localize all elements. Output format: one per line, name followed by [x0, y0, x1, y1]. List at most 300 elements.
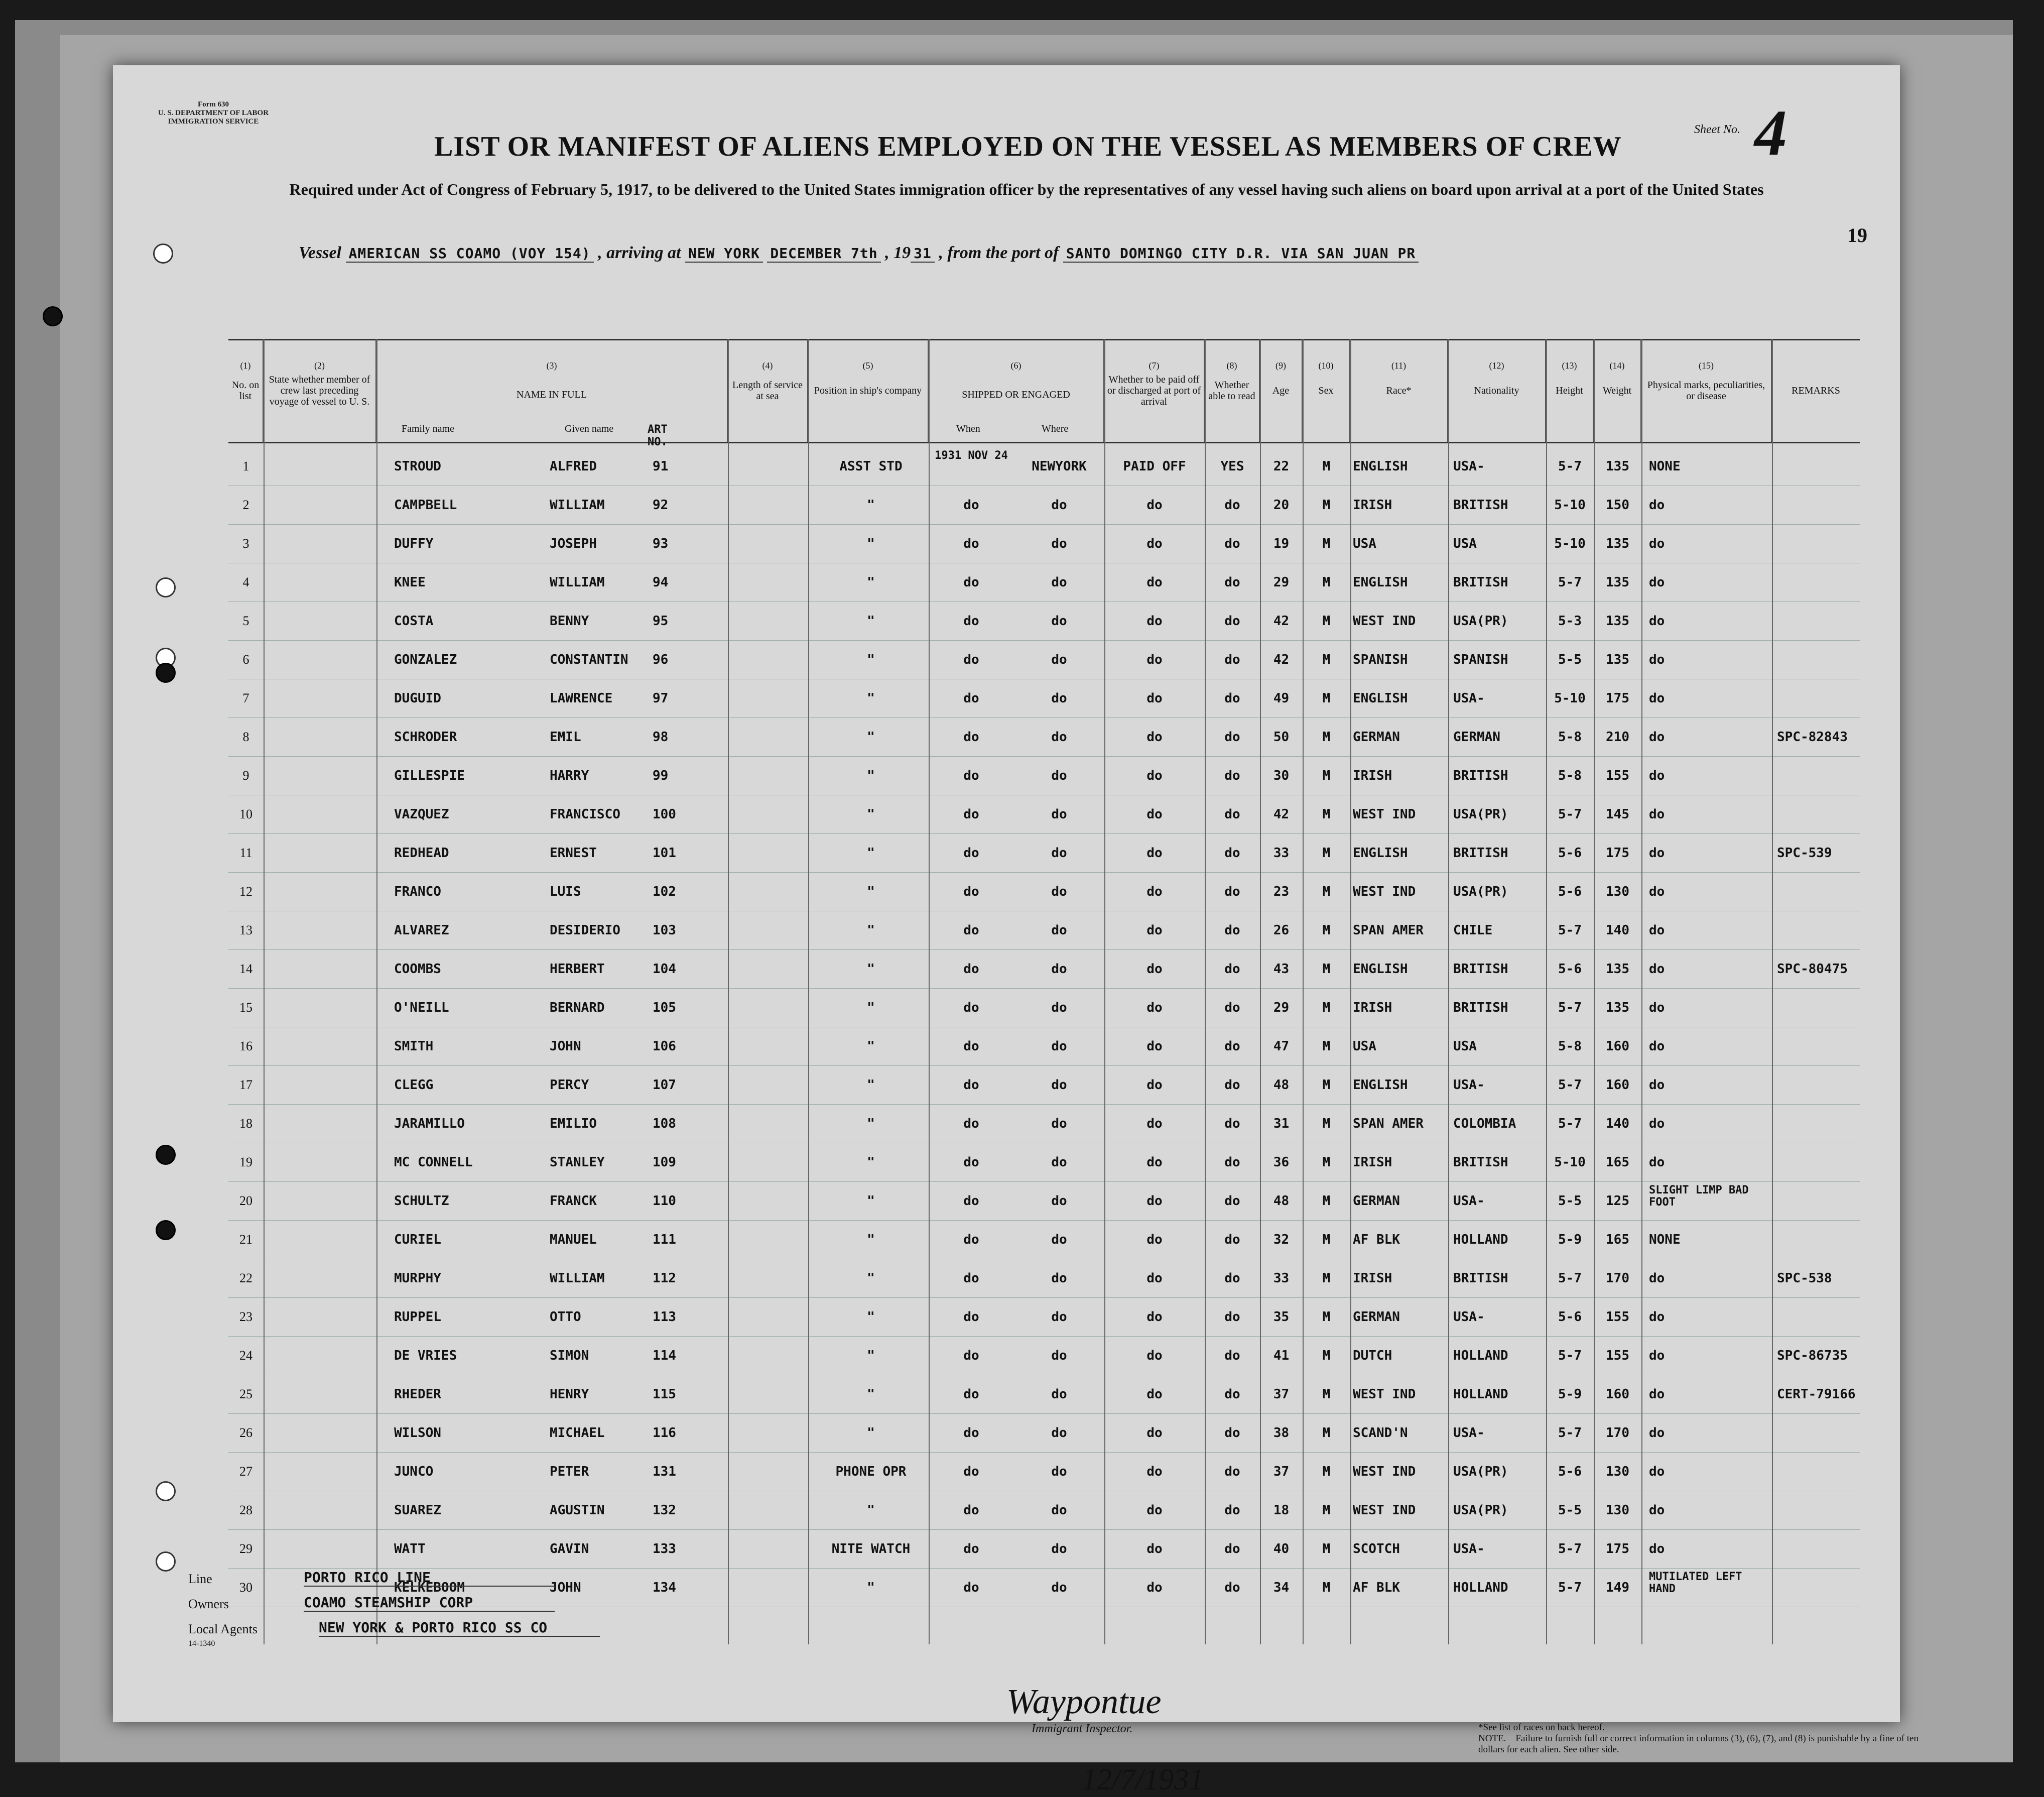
cell-nat: BRITISH: [1453, 768, 1508, 783]
cell-art: 115: [653, 1387, 676, 1402]
cell-given: JOHN: [550, 1039, 581, 1054]
cell-race: WEST IND: [1353, 884, 1416, 899]
cell-no: 19: [239, 1155, 252, 1169]
line-label: Line: [188, 1572, 212, 1586]
cell-when: 1931 NOV 24: [935, 450, 1008, 462]
header-read: (8) Whether able to read: [1205, 339, 1260, 442]
cell-remarks: SPC-80475: [1777, 962, 1848, 977]
from-label: , from the port of: [939, 244, 1059, 262]
cell-age: 32: [1273, 1232, 1290, 1247]
table-row: [228, 756, 1860, 795]
header-race: (11) Race*: [1350, 339, 1448, 442]
cell-read: do: [1224, 1155, 1240, 1170]
cell-no: 26: [239, 1425, 252, 1440]
cell-race: IRISH: [1353, 1271, 1392, 1286]
cell-given: ERNEST: [550, 846, 597, 861]
cell-paid: do: [1146, 1387, 1163, 1402]
cell-family: REDHEAD: [394, 846, 449, 861]
cell-weight: 125: [1606, 1193, 1629, 1209]
cell-given: WILLIAM: [550, 498, 605, 513]
cell-family: FRANCO: [394, 884, 441, 899]
cell-height: 5-7: [1558, 1271, 1582, 1286]
cell-where: do: [1051, 923, 1067, 938]
cell-nat: GERMAN: [1453, 730, 1500, 745]
cell-family: DUFFY: [394, 536, 434, 551]
cell-art: 106: [653, 1039, 676, 1054]
cell-remarks: SPC-82843: [1777, 730, 1848, 745]
cell-height: 5-10: [1554, 1155, 1586, 1170]
agents-label: Local Agents: [188, 1622, 258, 1636]
cell-height: 5-7: [1558, 1116, 1582, 1131]
table-row: [228, 1027, 1860, 1066]
cell-when: do: [963, 536, 979, 551]
cell-family: DUGUID: [394, 691, 441, 706]
cell-marks: MUTILATED LEFT HAND: [1649, 1571, 1742, 1595]
cell-height: 5-7: [1558, 923, 1582, 938]
header-family: Family name: [402, 423, 454, 434]
cell-height: 5-6: [1558, 846, 1582, 861]
cell-marks: do: [1649, 1000, 1665, 1015]
column-rule: [1205, 339, 1206, 1644]
cell-weight: 140: [1606, 1116, 1629, 1131]
footer-code: 14-1340: [188, 1639, 215, 1648]
cell-marks: do: [1649, 884, 1665, 899]
owners-value: COAMO STEAMSHIP CORP: [304, 1594, 555, 1612]
cell-no: 24: [239, 1348, 252, 1363]
cell-height: 5-6: [1558, 962, 1582, 977]
cell-marks: do: [1649, 1387, 1665, 1402]
cell-marks: do: [1649, 1464, 1665, 1479]
cell-weight: 165: [1606, 1232, 1629, 1247]
footer-note: [1478, 1722, 1930, 1755]
cell-nat: USA(PR): [1453, 1464, 1508, 1479]
cell-sex: M: [1322, 962, 1331, 977]
table-row: [228, 1143, 1860, 1182]
cell-sex: M: [1322, 1000, 1331, 1015]
cell-weight: 155: [1606, 768, 1629, 783]
table-row: [228, 872, 1860, 911]
cell-sex: M: [1322, 1271, 1331, 1286]
cell-weight: 165: [1606, 1155, 1629, 1170]
cell-no: 28: [239, 1503, 252, 1517]
cell-no: 1: [242, 459, 249, 473]
punch-hole: [156, 1145, 176, 1165]
cell-weight: 135: [1606, 962, 1629, 977]
cell-nat: USA(PR): [1453, 614, 1508, 629]
table-row: [228, 1452, 1860, 1491]
cell-race: ENGLISH: [1353, 846, 1408, 861]
cell-paid: do: [1146, 536, 1163, 551]
cell-weight: 155: [1606, 1348, 1629, 1363]
cell-art: 103: [653, 923, 676, 938]
cell-age: 29: [1273, 575, 1290, 590]
page-number: 19: [1847, 224, 1867, 247]
cell-family: CLEGG: [394, 1077, 434, 1093]
cell-art: 114: [653, 1348, 676, 1363]
cell-when: do: [963, 1541, 979, 1556]
cell-given: EMIL: [550, 730, 581, 745]
column-rule: [1448, 339, 1449, 1644]
cell-no: 3: [242, 536, 249, 551]
cell-when: do: [963, 768, 979, 783]
cell-when: do: [963, 1000, 979, 1015]
cell-weight: 160: [1606, 1387, 1629, 1402]
cell-when: do: [963, 575, 979, 590]
cell-race: IRISH: [1353, 498, 1392, 513]
cell-family: JARAMILLO: [394, 1116, 465, 1131]
cell-sex: M: [1322, 691, 1331, 706]
cell-given: EMILIO: [550, 1116, 597, 1131]
cell-where: do: [1051, 1000, 1067, 1015]
table-row: [228, 1375, 1860, 1414]
cell-read: do: [1224, 807, 1240, 822]
cell-family: SCHRODER: [394, 730, 457, 745]
cell-given: CONSTANTIN: [550, 652, 628, 667]
cell-read: do: [1224, 1077, 1240, 1093]
cell-when: do: [963, 1193, 979, 1209]
cell-sex: M: [1322, 575, 1331, 590]
cell-marks: do: [1649, 614, 1665, 629]
column-rule: [1350, 339, 1351, 1644]
cell-where: do: [1051, 1580, 1067, 1595]
cell-race: GERMAN: [1353, 1193, 1400, 1209]
header-service: (4) Length of service at sea: [728, 339, 808, 442]
cell-age: 40: [1273, 1541, 1290, 1556]
cell-nat: BRITISH: [1453, 498, 1508, 513]
column-rule: [264, 339, 265, 1644]
cell-nat: BRITISH: [1453, 962, 1508, 977]
cell-where: do: [1051, 884, 1067, 899]
cell-age: 30: [1273, 768, 1290, 783]
cell-race: USA: [1353, 536, 1376, 551]
cell-art: 131: [653, 1464, 676, 1479]
cell-paid: do: [1146, 1580, 1163, 1595]
cell-paid: do: [1146, 614, 1163, 629]
cell-position: ": [867, 807, 875, 822]
cell-sex: M: [1322, 846, 1331, 861]
cell-no: 22: [239, 1271, 252, 1285]
cell-marks: do: [1649, 923, 1665, 938]
cell-art: 93: [653, 536, 669, 551]
cell-position: ": [867, 1232, 875, 1247]
cell-nat: USA-: [1453, 1425, 1485, 1441]
cell-no: 20: [239, 1193, 252, 1208]
owners-label: Owners: [188, 1597, 229, 1611]
cell-weight: 175: [1606, 846, 1629, 861]
cell-where: do: [1051, 1232, 1067, 1247]
cell-paid: do: [1146, 807, 1163, 822]
cell-given: SIMON: [550, 1348, 589, 1363]
cell-age: 34: [1273, 1580, 1290, 1595]
cell-art: 133: [653, 1541, 676, 1556]
cell-position: ": [867, 652, 875, 667]
form-number: Form 630: [197, 100, 229, 108]
cell-nat: HOLLAND: [1453, 1232, 1508, 1247]
cell-given: HARRY: [550, 768, 589, 783]
header-no: (1) No. on list: [228, 339, 264, 442]
cell-given: JOSEPH: [550, 536, 597, 551]
table-row: [228, 717, 1860, 757]
header-shipped: (6) SHIPPED OR ENGAGED: [929, 339, 1104, 442]
punch-hole: [156, 1481, 176, 1501]
cell-race: GERMAN: [1353, 1309, 1400, 1325]
arrival-date: DECEMBER 7th: [767, 245, 880, 263]
table-row: [228, 1413, 1860, 1453]
cell-sex: M: [1322, 884, 1331, 899]
column-rule: [376, 339, 377, 1644]
header-when: When: [956, 423, 980, 434]
cell-marks: do: [1649, 1425, 1665, 1441]
cell-paid: do: [1146, 498, 1163, 513]
cell-when: do: [963, 1348, 979, 1363]
cell-height: 5-9: [1558, 1387, 1582, 1402]
cell-position: ": [867, 498, 875, 513]
cell-weight: 130: [1606, 1464, 1629, 1479]
cell-nat: COLOMBIA: [1453, 1116, 1516, 1131]
cell-age: 33: [1273, 846, 1290, 861]
cell-height: 5-7: [1558, 575, 1582, 590]
cell-when: do: [963, 1464, 979, 1479]
cell-no: 2: [242, 498, 249, 512]
cell-read: do: [1224, 1464, 1240, 1479]
cell-family: COSTA: [394, 614, 434, 629]
cell-art: 111: [653, 1232, 676, 1247]
cell-art: 110: [653, 1193, 676, 1209]
header-art: ART NO.: [648, 423, 668, 448]
subtitle: Required under Act of Congress of February 5, 1917, to be delivered to the United States immigration officer by the representatives of any vessel having such aliens on board upon arrival at a port of the United States: [289, 180, 1764, 198]
cell-position: ": [867, 1387, 875, 1402]
cell-marks: do: [1649, 536, 1665, 551]
cell-given: FRANCK: [550, 1193, 597, 1209]
cell-art: 104: [653, 962, 676, 977]
cell-sex: M: [1322, 652, 1331, 667]
cell-when: do: [963, 730, 979, 745]
header-paid: (7) Whether to be paid off or discharged at port of arrival: [1104, 339, 1205, 442]
cell-given: WILLIAM: [550, 575, 605, 590]
cell-position: NITE WATCH: [831, 1541, 911, 1556]
vessel-line: [299, 244, 1890, 269]
cell-art: 113: [653, 1309, 676, 1325]
cell-read: do: [1224, 1348, 1240, 1363]
note-penalty: NOTE.—Failure to furnish full or correct information in columns (3), (6), (7), and (8) is punishable by a fine of ten dollars for each alien. See other side.: [1478, 1733, 1919, 1755]
cell-race: SCAND'N: [1353, 1425, 1408, 1441]
cell-position: ": [867, 1155, 875, 1170]
table-row: [228, 486, 1860, 525]
cell-no: 29: [239, 1541, 252, 1556]
arriving-label: , arriving at: [598, 244, 681, 262]
cell-weight: 170: [1606, 1425, 1629, 1441]
cell-sex: M: [1322, 1039, 1331, 1054]
table-row: [228, 795, 1860, 834]
cell-sex: M: [1322, 614, 1331, 629]
cell-when: do: [963, 652, 979, 667]
cell-age: 49: [1273, 691, 1290, 706]
cell-age: 48: [1273, 1193, 1290, 1209]
cell-read: do: [1224, 498, 1240, 513]
cell-art: 97: [653, 691, 669, 706]
cell-paid: do: [1146, 1000, 1163, 1015]
cell-height: 5-6: [1558, 1464, 1582, 1479]
cell-when: do: [963, 1387, 979, 1402]
cell-position: ": [867, 1348, 875, 1363]
cell-position: ": [867, 536, 875, 551]
cell-family: STROUD: [394, 459, 441, 474]
cell-art: 91: [653, 459, 669, 474]
cell-weight: 155: [1606, 1309, 1629, 1325]
cell-height: 5-7: [1558, 1348, 1582, 1363]
cell-paid: do: [1146, 1193, 1163, 1209]
page-title: LIST OR MANIFEST OF ALIENS EMPLOYED ON THE VESSEL AS MEMBERS OF CREW: [434, 131, 1622, 162]
cell-no: 13: [239, 923, 252, 937]
cell-age: 35: [1273, 1309, 1290, 1325]
cell-position: ": [867, 1309, 875, 1325]
cell-where: do: [1051, 730, 1067, 745]
cell-weight: 135: [1606, 575, 1629, 590]
cell-position: ": [867, 730, 875, 745]
cell-art: 109: [653, 1155, 676, 1170]
cell-age: 33: [1273, 1271, 1290, 1286]
cell-sex: M: [1322, 1580, 1331, 1595]
cell-age: 19: [1273, 536, 1290, 551]
cell-no: 12: [239, 884, 252, 899]
cell-paid: do: [1146, 846, 1163, 861]
cell-race: USA: [1353, 1039, 1376, 1054]
cell-nat: HOLLAND: [1453, 1348, 1508, 1363]
cell-marks: do: [1649, 768, 1665, 783]
cell-position: ": [867, 691, 875, 706]
cell-race: ENGLISH: [1353, 691, 1408, 706]
cell-race: DUTCH: [1353, 1348, 1392, 1363]
cell-sex: M: [1322, 536, 1331, 551]
table-row: [228, 1336, 1860, 1375]
cell-marks: do: [1649, 1271, 1665, 1286]
cell-when: do: [963, 846, 979, 861]
cell-nat: BRITISH: [1453, 846, 1508, 861]
cell-read: do: [1224, 1309, 1240, 1325]
cell-age: 20: [1273, 498, 1290, 513]
cell-where: do: [1051, 846, 1067, 861]
table-row: [228, 1065, 1860, 1105]
column-rule: [1641, 339, 1642, 1644]
table-row: [228, 988, 1860, 1027]
year-prefix: , 19: [885, 244, 911, 262]
cell-sex: M: [1322, 1077, 1331, 1093]
cell-family: SUAREZ: [394, 1503, 441, 1518]
cell-marks: NONE: [1649, 1232, 1681, 1247]
cell-marks: do: [1649, 1116, 1665, 1131]
sheet-number-label: Sheet No.: [1694, 123, 1740, 136]
cell-where: do: [1051, 536, 1067, 551]
cell-height: 5-5: [1558, 1193, 1582, 1209]
cell-sex: M: [1322, 1309, 1331, 1325]
cell-given: LAWRENCE: [550, 691, 613, 706]
cell-height: 5-6: [1558, 884, 1582, 899]
table-row: [228, 602, 1860, 641]
cell-where: do: [1051, 768, 1067, 783]
cell-nat: USA-: [1453, 1309, 1485, 1325]
cell-position: ": [867, 846, 875, 861]
cell-where: do: [1051, 1193, 1067, 1209]
cell-sex: M: [1322, 1232, 1331, 1247]
cell-given: WILLIAM: [550, 1271, 605, 1286]
table-row: [228, 679, 1860, 718]
arrival-year: 31: [911, 245, 935, 263]
cell-remarks: SPC-86735: [1777, 1348, 1848, 1363]
cell-sex: M: [1322, 1425, 1331, 1441]
cell-given: PETER: [550, 1464, 589, 1479]
crew-table: [228, 339, 1860, 1644]
arrival-port: NEW YORK: [685, 245, 763, 263]
cell-family: WILSON: [394, 1425, 441, 1441]
cell-race: WEST IND: [1353, 614, 1416, 629]
cell-race: IRISH: [1353, 768, 1392, 783]
table-row: [228, 563, 1860, 602]
cell-nat: BRITISH: [1453, 1000, 1508, 1015]
cell-paid: do: [1146, 884, 1163, 899]
cell-where: do: [1051, 614, 1067, 629]
cell-height: 5-6: [1558, 1309, 1582, 1325]
cell-when: do: [963, 884, 979, 899]
cell-family: SCHULTZ: [394, 1193, 449, 1209]
cell-given: MANUEL: [550, 1232, 597, 1247]
cell-nat: BRITISH: [1453, 1155, 1508, 1170]
cell-age: 50: [1273, 730, 1290, 745]
cell-nat: BRITISH: [1453, 575, 1508, 590]
punch-hole: [43, 306, 63, 326]
column-rule: [728, 339, 729, 1644]
cell-family: COOMBS: [394, 962, 441, 977]
cell-family: ALVAREZ: [394, 923, 449, 938]
cell-art: 134: [653, 1580, 676, 1595]
cell-no: 9: [242, 768, 249, 783]
cell-when: do: [963, 691, 979, 706]
cell-weight: 160: [1606, 1077, 1629, 1093]
cell-art: 98: [653, 730, 669, 745]
column-rule: [1260, 339, 1261, 1644]
cell-height: 5-7: [1558, 807, 1582, 822]
cell-height: 5-8: [1558, 768, 1582, 783]
cell-weight: 135: [1606, 652, 1629, 667]
cell-given: STANLEY: [550, 1155, 605, 1170]
cell-position: ": [867, 1580, 875, 1595]
cell-where: do: [1051, 807, 1067, 822]
cell-where: do: [1051, 962, 1067, 977]
cell-art: 132: [653, 1503, 676, 1518]
cell-nat: HOLLAND: [1453, 1387, 1508, 1402]
cell-given: BERNARD: [550, 1000, 605, 1015]
cell-nat: USA-: [1453, 459, 1485, 474]
cell-race: WEST IND: [1353, 807, 1416, 822]
cell-art: 95: [653, 614, 669, 629]
cell-race: ENGLISH: [1353, 459, 1408, 474]
cell-when: do: [963, 1309, 979, 1325]
cell-race: GERMAN: [1353, 730, 1400, 745]
cell-nat: USA(PR): [1453, 807, 1508, 822]
table-row: [228, 949, 1860, 989]
cell-height: 5-7: [1558, 1580, 1582, 1595]
cell-weight: 145: [1606, 807, 1629, 822]
cell-marks: SLIGHT LIMP BAD FOOT: [1649, 1184, 1749, 1209]
cell-weight: 150: [1606, 498, 1629, 513]
cell-position: ": [867, 1039, 875, 1054]
cell-nat: USA-: [1453, 691, 1485, 706]
cell-art: 116: [653, 1425, 676, 1441]
cell-weight: 130: [1606, 1503, 1629, 1518]
cell-race: ENGLISH: [1353, 1077, 1408, 1093]
cell-where: do: [1051, 1116, 1067, 1131]
cell-read: do: [1224, 1503, 1240, 1518]
cell-marks: NONE: [1649, 459, 1681, 474]
